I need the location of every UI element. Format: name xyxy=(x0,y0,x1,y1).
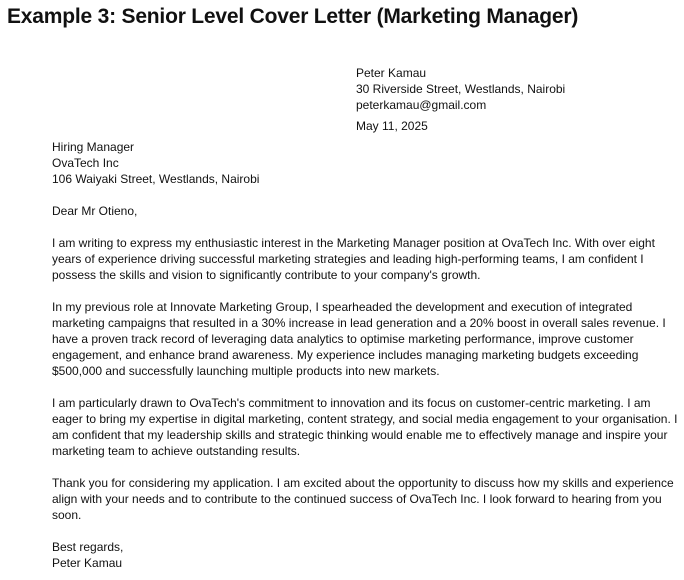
closing: Best regards, xyxy=(52,540,124,554)
letter-date: May 11, 2025 xyxy=(356,119,428,133)
sender-address: 30 Riverside Street, Westlands, Nairobi xyxy=(356,82,566,96)
salutation: Dear Mr Otieno, xyxy=(52,204,138,218)
paragraph-4: Thank you for considering my application. I am excited about the opportunity to discuss how my skills and experience align with your needs and to contribute to the continued success of OvaTech Inc. I look forward to hearing from you soon. xyxy=(52,476,674,522)
paragraph-3: I am particularly drawn to OvaTech's commitment to innovation and its focus on customer-centric marketing. I am eager to bring my expertise in digital marketing, content strategy, and social media engagement to your organisation. I am confident that my leadership skills and strategic thinking would enable me to effectively manage and inspire your marketing team to achieve outstanding results. xyxy=(52,396,678,458)
signature-name: Peter Kamau xyxy=(52,556,123,570)
recipient-title: Hiring Manager xyxy=(52,140,135,154)
page-title: Example 3: Senior Level Cover Letter (Marketing Manager) xyxy=(7,5,579,28)
recipient-block xyxy=(52,139,680,187)
paragraph-2: In my previous role at Innovate Marketing Group, I spearheaded the development and execution of integrated marketing campaigns that resulted in a 30% increase in lead generation and a 20% boost in overall sales revenue. I have a proven track record of leveraging data analytics to optimise marketing performance, improve customer engagement, and enhance brand awareness. My experience includes managing marketing budgets exceeding $500,000 and successfully launching multiple products into new markets. xyxy=(52,300,666,378)
recipient-address: 106 Waiyaki Street, Westlands, Nairobi xyxy=(52,172,260,186)
sender-block xyxy=(356,65,565,113)
sender-email: peterkamau@gmail.com xyxy=(356,98,487,112)
recipient-company: OvaTech Inc xyxy=(52,156,119,170)
letter-body xyxy=(52,139,680,571)
sender-name: Peter Kamau xyxy=(356,66,427,80)
paragraph-1: I am writing to express my enthusiastic interest in the Marketing Manager position at OvaTech Inc. With over eight years of experience driving successful marketing strategies and leading high-performing teams, I am confident I possess the skills and vision to significantly contribute to your company's growth. xyxy=(52,236,655,282)
